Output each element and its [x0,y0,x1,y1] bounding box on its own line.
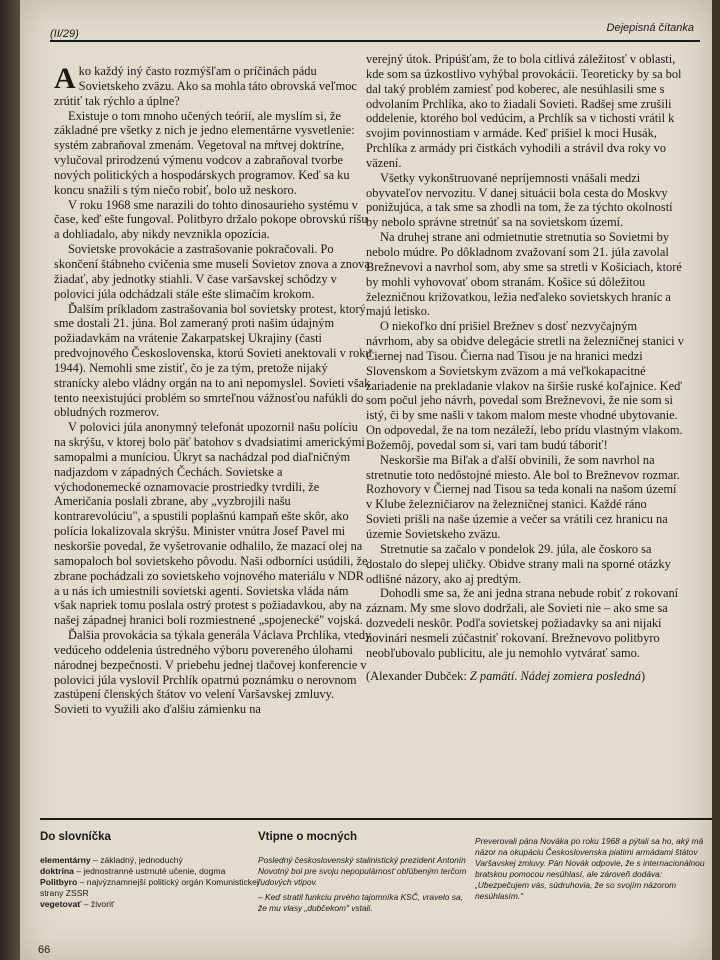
left-column [54,64,372,717]
page-code: (II/29) [50,28,79,40]
paragraph: V polovici júla anonymný telefonát upozornil našu políciu na skrýšu, v ktorej bolo päť batohov s dvadsiatimi americkými samopalmi a muníciou. Úkryt sa nachádzal pod diaľničným nadjazdom v západných Čechách. Sovietske a východonemecké oznamovacie prostriedky tvrdili, že Američania poslali zbrane, aby „vyzbrojili našu kontrarevolúciu", a spustili poplašnú kampaň ešte skôr, ako polícia lokalizovala skrýšu. Minister vnútra Josef Pavel mi neskoršie povedal, že vyšetrovanie odhalilo, že mazací olej na samopaloch bol sovietskeho pôvodu. Naši odborníci usúdili, že zbrane pochádzali zo sovietskeho vojnového materiálu v NDR a u nás ich umiestnili sovietski agenti. Sovietska vláda nám však napriek tomu poslala ostrý protest s požiadavkou, aby na našej západnej hranici boli rozmiestnené „spojenecké" vojská. [54,420,368,628]
glossary-item: elementárny – základný, jednoduchý [40,855,183,865]
paragraph: Sovietske provokácie a zastrašovanie pokračovali. Po skončení štábneho cvičenia sme museli Sovietov znova a znova žiadať, aby jednotky stiahli. V čase varšavskej schôdzy v polovici júla odchádzali stále ešte slimačím krokom. [54,242,370,301]
paragraph: Dohodli sme sa, že ani jedna strana nebude robiť z rokovaní záznam. My sme slovo dodržali, ale Sovieti nie – ako sme sa dozvedeli neskôr. Podľa sovietskej požiadavky sa ani nijakí novinári nesmeli zúčastniť rokovaní. Brežnevovo politbyro neobľubovalo publicitu, ale ju nemohlo vytvárať samo. [366,586,679,660]
binding-shadow [0,0,20,960]
page-number: 66 [38,944,51,956]
paragraph: V roku 1968 sme narazili do tohto dinosaurieho systému v čase, keď ešte fungoval. Politbyro držalo pokope obrovskú ríšu a dohliadalo, aby nikdy nevznikla opozícia. [54,197,368,242]
glossary-heading: Do slovníčka [40,831,111,843]
bottom-rule [40,818,712,820]
source-citation: (Alexander Dubček: Z pamätí. Nádej zomiera posledná) [366,668,646,683]
joke-text: – Keď stratil funkciu prvého tajomníka KSČ, vravelo sa, že mu vlasy „dubčekom" vstali. [258,892,463,913]
paragraph: Všetky vykonštruované nepríjemnosti vnášali medzi obyvateľov nervozitu. V danej situácii bola cesta do Moskvy ponižujúca, a tak sme sa zhodli na tom, že za týchto okolností by nebolo správne stretnúť sa na sovietskom území. [366,170,673,230]
source-title: Z pamätí. Nádej zomiera posledná [469,668,641,683]
top-rule [50,40,700,42]
paragraph: Existuje o tom mnoho učených teórií, ale myslím si, že základné pre všetky z nich je jedno elementárne vysvetlenie: systém zabraňoval zmenám. Vegetoval na mŕtvej doktríne, vylučoval prirodzenú výmenu vodcov a zabraňoval tvorbe nových politických a hospodárskych programov. Keď sa ku koncu snažili s tým niečo robiť, bolo už neskoro. [54,108,355,197]
paragraph: Ďalšia provokácia sa týkala generála Václava Prchlíka, vtedy vedúceho oddelenia ústredného výboru povereného úlohami národnej bezpečnosti. V priebehu jednej tlačovej konferencie v polovici júla vyslovil Prchlík opatrnú poznámku o nerovnom zastúpení členských štátov vo velení Varšavskej zmluvy. Sovieti to využili ako ďalšiu zámienku na [54,628,372,717]
glossary-item: doktrína – jednostranné ustrnuté učenie, dogma [40,866,226,876]
glossary-item: vegetovať – živoriť [40,899,115,909]
paragraph: O niekoľko dní prišiel Brežnev s dosť nezvyčajným návrhom, aby sa obidve delegácie stretli na železničnej stanici v Čiernej nad Tisou. Čierna nad Tisou je na hranici medzi Slovenskom a Sovietskym zväzom a má veľkokapacitné zariadenie na prekladanie vlakov na širšie ruské koľajnice. Keď som počul jeho návrh, povedal som Brežnevovi, že nie som si istý, či by sme našli v takom malom meste vhodné ubytovanie. On odpovedal, že na tom nezáleží, lebo prídu vlastným vlakom. Božemôj, povedal som si, vari tam budú táboriť! [366,319,684,452]
book-page [20,0,712,960]
glossary-item: Politbyro – najvýznamnejší politický orgán Komunistickej strany ZSSR [40,877,259,898]
paragraph: Ako každý iný často rozmýšľam o príčinách pádu Sovietskeho zväzu. Ako sa mohla táto obrovská veľmoc zrútiť tak rýchlo a úplne? [54,62,357,108]
paragraph: Stretnutie sa začalo v pondelok 29. júla, ale čoskoro sa dostalo do slepej uličky. Obidve strany mali na sporné otázky odlišné názory, ako aj predtým. [366,541,671,586]
drop-cap: A [54,62,76,95]
jokes-heading: Vtipne o mocných [258,831,358,843]
jokes-box [258,832,468,918]
glossary-box [40,832,260,910]
right-column [366,52,684,683]
jokes-box-continued [475,836,707,906]
paragraph: verejný útok. Pripúšťam, že to bola citlivá záležitosť v oblasti, kde som sa úzkostlivo vyhýbal provokácii. Teoreticky by sa bol dal taký problém zamiesť pod koberec, ale nesúhlasili sme s odvolaním Prchlíka, ako to žiadali Sovieti. Radšej sme zrušili oddelenie, ktorého bol vedúcim, a Prchlík sa v tichosti vrátil k svojim povinnostiam v armáde. Keď prišiel k moci Husák, Prchlíka z armády pri čistkách vyhodili a strávil dva roky vo väzení. [366,52,682,170]
paragraph: Na druhej strane ani odmietnutie stretnutia so Sovietmi by nebolo múdre. Po dôkladnom zvažovaní som 21. júla zavolal Brežnevovi a navrhol som, aby sme sa stretli v Košiciach, ktoré by mohli vyhovovať obom stranám. Košice sú dôležitou železničnou križovatkou, ležia neďaleko sovietskych hraníc a majú letisko. [366,230,682,319]
joke-text: Posledný československý stalinistický prezident Antonín Novotný bol pre svoju nepopulárnosť obľúbeným terčom ľudových vtipov. [258,855,467,887]
paragraph: Ďalším príkladom zastrašovania bol sovietsky protest, ktorý sme dostali 21. júna. Bol zameraný proti našim údajným požiadavkám na vrátenie Zakarpatskej Ukrajiny (časti predvojnového Československa, ktorú Sovieti anektovali v roku 1944). Nemohli sme zistiť, čo je za tým, pretože nijaký stranícky alebo vládny orgán na to ani nepomyslel. Sovieti však tento neexistujúci problém so smrteľnou vážnosťou nafúkli do obludných rozmerov. [54,301,372,420]
joke-text: Preverovali pána Nováka po roku 1968 a pýtali sa ho, aký má názor na okupáciu Československa piatimi armádami štátov Varšavskej zmluvy. Pán Novák odpovie, že s internacionálnou bratskou pomocou nesúhlasí, ale zároveň dodáva: „Ubezpečujem vás, súdruhovia, že so svojím názorom nesúhlasím." [475,836,705,901]
running-header: Dejepisná čítanka [606,22,694,34]
paragraph: Neskoršie ma Biľak a ďalší obvinili, že som navrhol na stretnutie toto nedôstojné miesto. Ale bol to Brežnevov rozmar. Rozhovory v Čiernej nad Tisou sa teda konali na našom území v Klube železničiarov na železničnej stanici. Každé ráno Sovieti prišli na naše územie a večer sa vrátili cez hranicu na územie Sovietskeho zväzu. [366,452,680,541]
